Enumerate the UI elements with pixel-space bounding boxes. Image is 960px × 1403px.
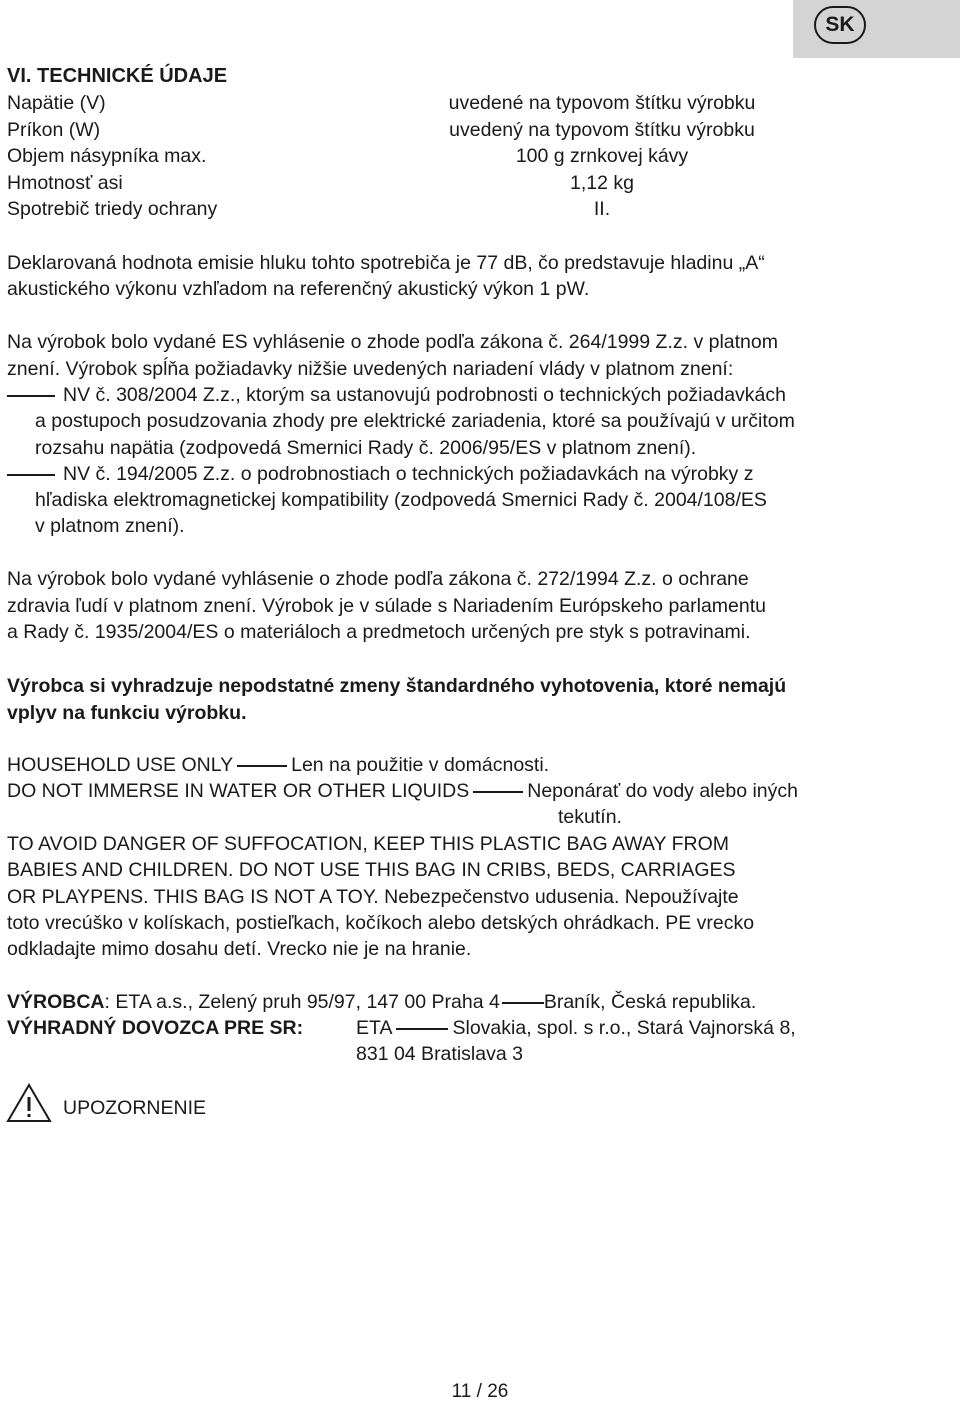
manufacturer-label: VÝROBCA [7,991,105,1013]
importer-value: ETA [356,1017,393,1039]
spec-value: uvedené na typovom štítku výrobku [448,92,756,114]
spec-value: uvedený na typovom štítku výrobku [449,119,755,141]
importer-value: Slovakia, spol. s r.o., Stará Vajnorská 8, [452,1017,796,1039]
spec-label: Spotrebič triedy ochrany [7,198,218,220]
list-dash [7,474,55,476]
food-declaration-text: zdravia ľudí v platnom znení. Výrobok je v súlade s Nariadením Európskeho parlamentu [7,595,767,617]
spec-label: Objem násypníka max. [7,145,207,167]
noise-text: akustického výkonu vzhľadom na referenčný akustický výkon 1 pW. [7,278,590,300]
spec-value: 100 g zrnkovej kávy [515,145,689,167]
noise-text: Deklarovaná hodnota emisie hluku tohto spotrebiča je 77 dB, čo predstavuje hladinu „A“ [7,252,765,274]
es-item-text: NV č. 194/2005 Z.z. o podrobnostiach o technických požiadavkách na výrobky z [63,463,754,485]
bag-warning: TO AVOID DANGER OF SUFFOCATION, KEEP THIS PLASTIC BAG AWAY FROM [7,833,729,855]
immerse-warning [7,778,798,804]
importer-line [356,1015,796,1041]
manufacturer-value: Braník, Česká republika. [543,991,757,1013]
spec-label: Hmotnosť asi [7,172,123,194]
es-item-text: hľadiska elektromagnetickej kompatibility (zodpovedá Smernici Rady č. 2004/108/ES [35,489,767,511]
household-warning [7,752,549,778]
es-item-text: v platnom znení). [35,515,185,537]
importer-address: 831 04 Bratislava 3 [356,1043,523,1065]
es-declaration-text: znení. Výrobok spĺňa požiadavky nižšie uvedených nariadení vlády v platnom znení: [7,358,734,380]
dash [502,1002,544,1004]
es-item-text: a postupoch posudzovania zhody pre elektrické zariadenia, ktoré sa používajú v určitom [35,410,795,432]
food-declaration-text: Na výrobok bolo vydané vyhlásenie o zhode podľa zákona č. 272/1994 Z.z. o ochrane [7,568,749,590]
warning-en: DO NOT IMMERSE IN WATER OR OTHER LIQUIDS [7,780,470,802]
food-declaration-text: a Rady č. 1935/2004/ES o materiáloch a predmetoch určených pre styk s potravinami. [7,621,751,643]
warning-sk: Neponárať do vody alebo iných [527,780,798,802]
manufacturer-line [7,989,756,1015]
spec-label: Napätie (V) [7,92,106,114]
reserve-notice: Výrobca si vyhradzuje nepodstatné zmeny štandardného vyhotovenia, ktoré nemajú [7,675,787,697]
bag-warning: OR PLAYPENS. THIS BAG IS NOT A TOY. Nebezpečenstvo udusenia. Nepoužívajte [7,886,739,908]
manufacturer-value: : ETA a.s., Zelený pruh 95/97, 147 00 Praha 4 [104,991,500,1013]
dash [396,1028,448,1030]
warning-triangle-icon [6,1083,52,1123]
bag-warning: toto vrecúško v kolískach, postieľkach, kočíkoch alebo detských ohrádkach. PE vrecko [7,912,755,934]
warning-en: HOUSEHOLD USE ONLY [7,754,234,776]
caution-label: UPOZORNENIE [63,1097,207,1119]
dash [237,765,287,767]
page-number: 11 / 26 [451,1381,509,1402]
bag-warning: BABIES AND CHILDREN. DO NOT USE THIS BAG IN CRIBS, BEDS, CARRIAGES [7,859,736,881]
warning-sk: Len na použitie v domácnosti. [291,754,550,776]
es-declaration-text: Na výrobok bolo vydané ES vyhlásenie o zhode podľa zákona č. 264/1999 Z.z. v platnom [7,331,778,353]
reserve-notice: vplyv na funkciu výrobku. [7,702,247,724]
spec-label: Príkon (W) [7,119,101,141]
spec-value: II. [593,198,611,220]
warning-sk: tekutín. [558,806,622,828]
importer-label: VÝHRADNÝ DOVOZCA PRE SR: [7,1017,304,1039]
spec-value: 1,12 kg [570,172,634,194]
language-badge: SK [814,6,866,44]
dash [473,791,523,793]
es-item-text: NV č. 308/2004 Z.z., ktorým sa ustanovujú podrobnosti o technických požiadavkách [63,384,786,406]
es-item-text: rozsahu napätia (zodpovedá Smernici Rady č. 2006/95/ES v platnom znení). [35,437,697,459]
section-title: VI. TECHNICKÉ ÚDAJE [7,65,228,87]
list-dash [7,395,55,397]
bag-warning: odkladajte mimo dosahu detí. Vrecko nie je na hranie. [7,938,472,960]
